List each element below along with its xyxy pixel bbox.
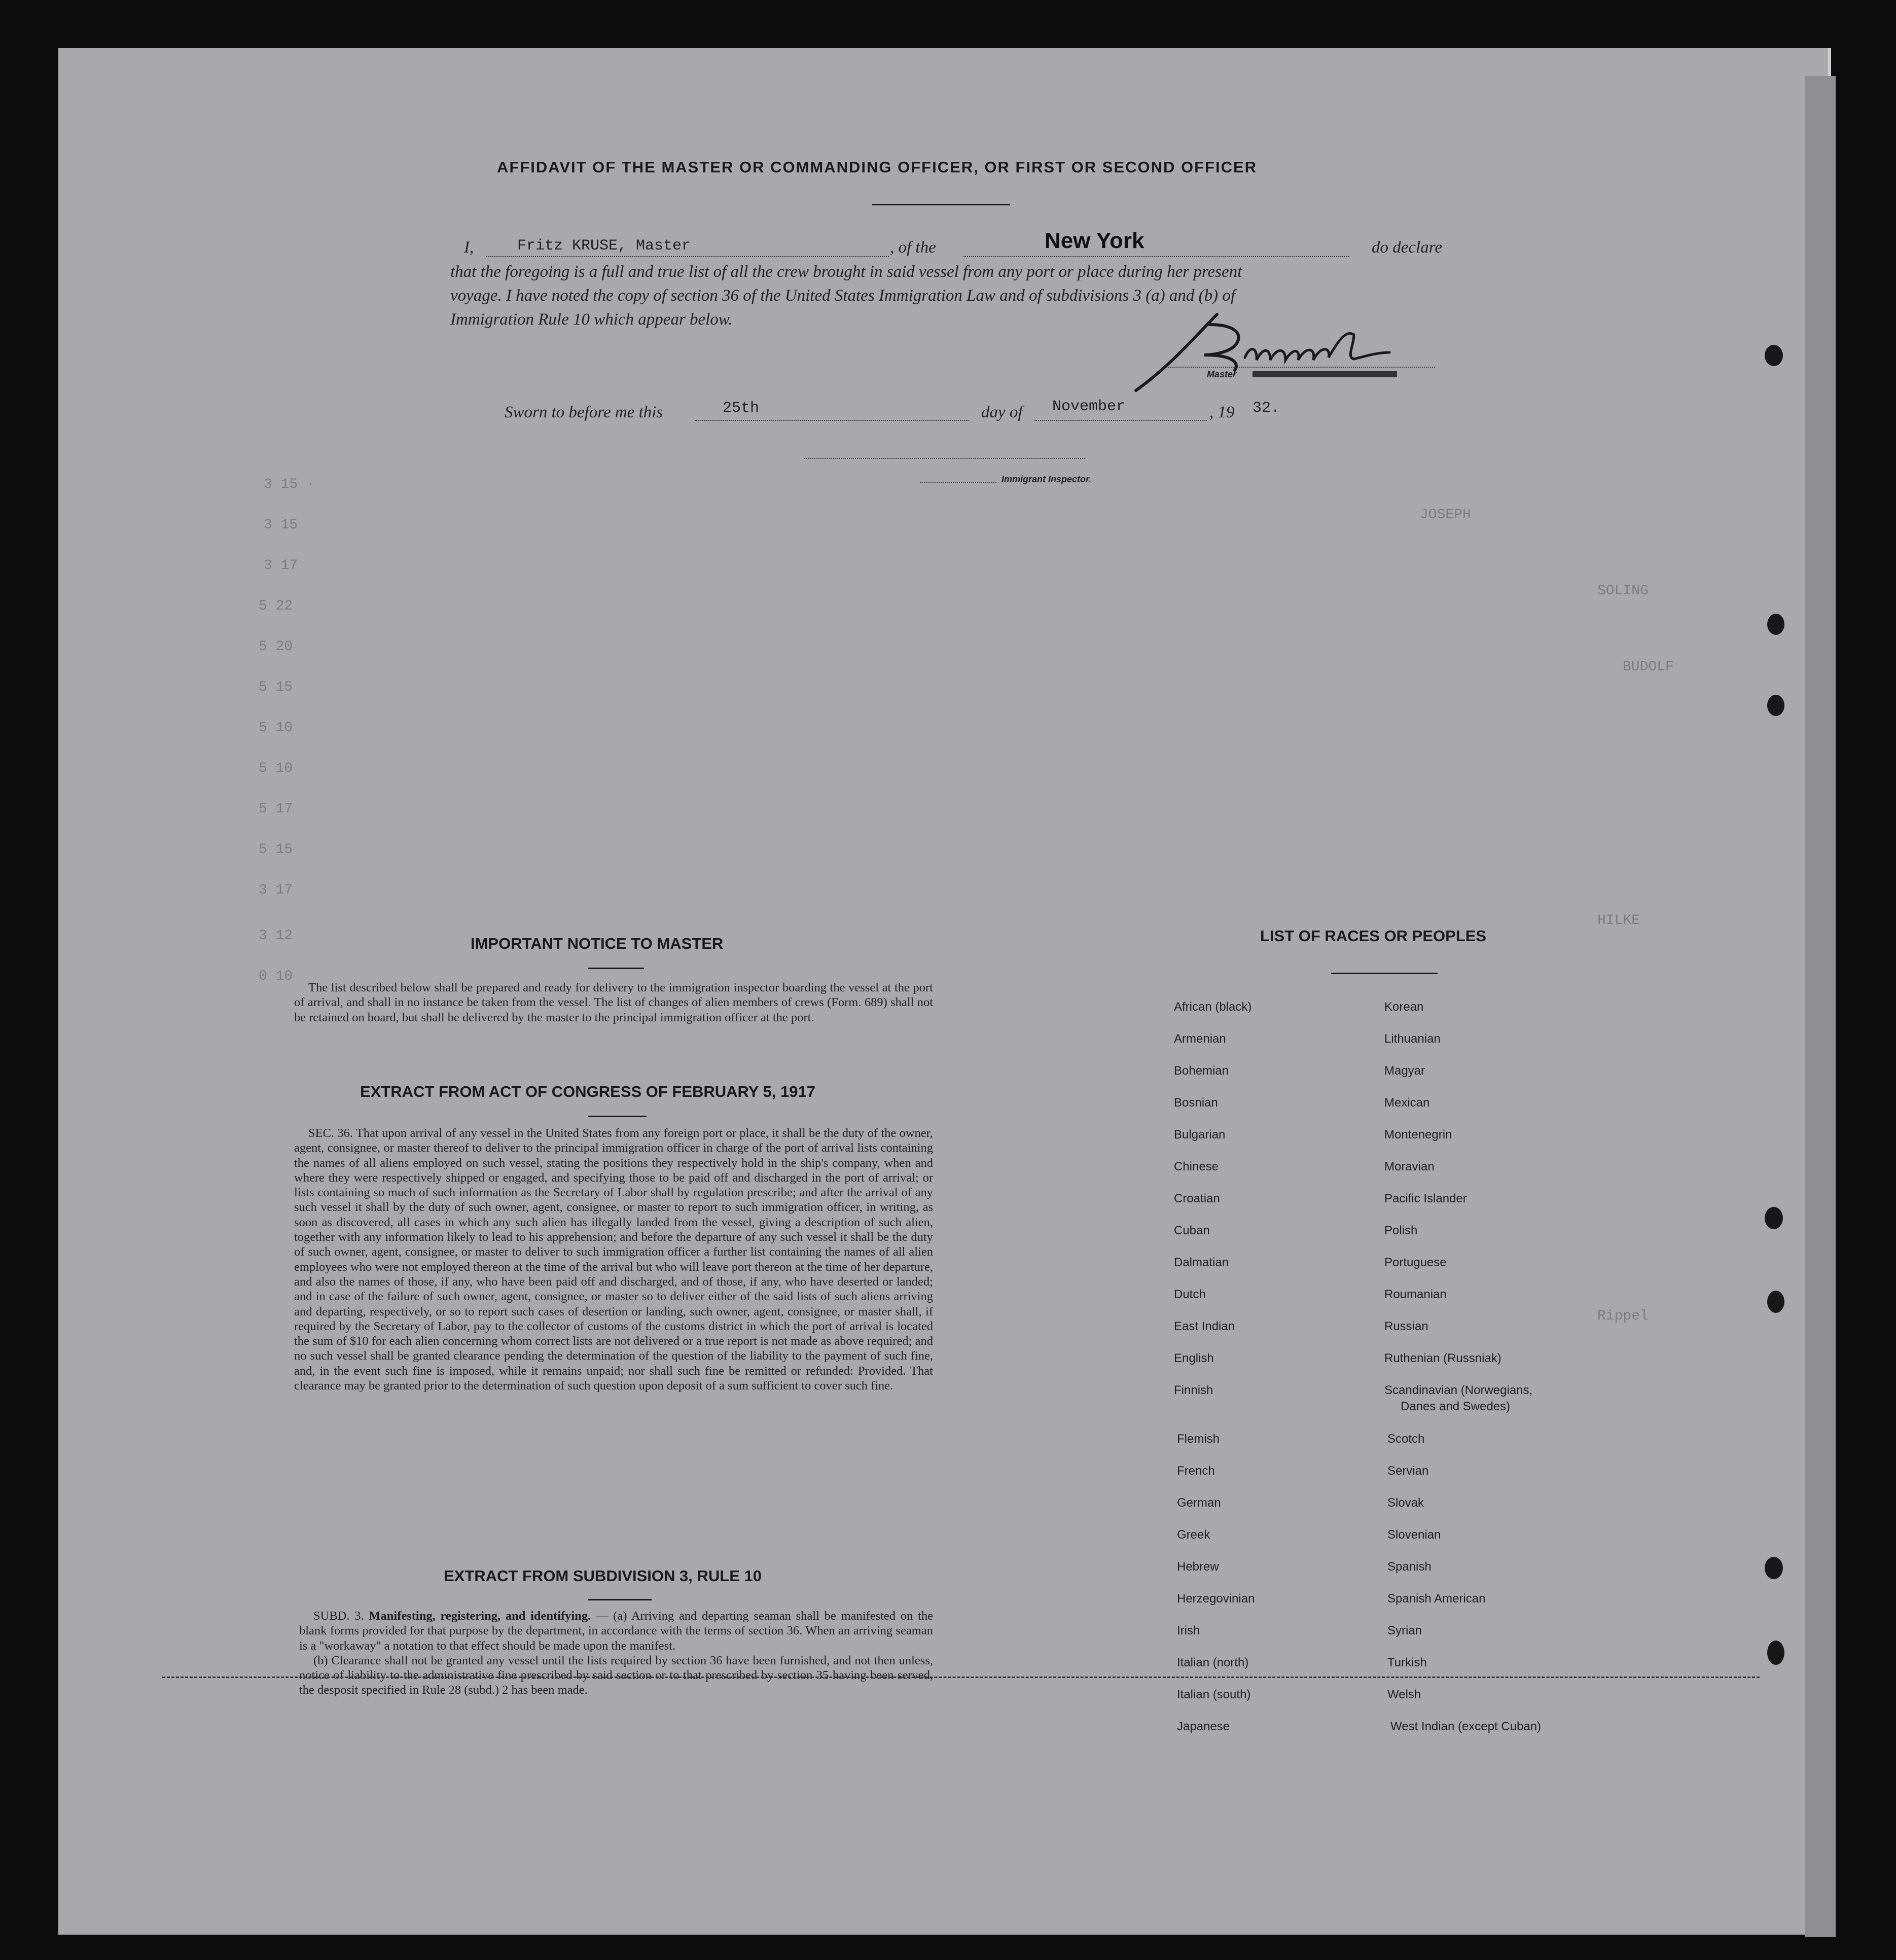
race-item: Montenegrin: [1384, 1128, 1452, 1142]
race-item: Russian: [1384, 1320, 1428, 1333]
race-item: Spanish: [1387, 1560, 1432, 1574]
race-item: Roumanian: [1384, 1288, 1447, 1301]
sworn-prefix: Sworn to before me this: [505, 403, 663, 421]
binder-hole: [1767, 1641, 1784, 1665]
race-item: Slovak: [1387, 1496, 1424, 1510]
race-item: African (black): [1174, 1000, 1252, 1014]
race-item: Herzegovinian: [1177, 1592, 1255, 1606]
vessel-name: New York: [1045, 228, 1144, 253]
race-item: Armenian: [1174, 1032, 1226, 1046]
race-item: Scotch: [1387, 1432, 1425, 1446]
rule-a-lead: SUBD. 3.: [313, 1609, 364, 1623]
race-item: Welsh: [1387, 1688, 1421, 1701]
race-item: Greek: [1177, 1528, 1210, 1542]
vessel-fill-line: [963, 256, 1349, 257]
day-fill-line: [695, 420, 969, 421]
month-fill-line: [1034, 420, 1207, 421]
affidavit-line-3: Immigration Rule 10 which appear below.: [450, 310, 733, 329]
rule-text: [299, 1609, 933, 1698]
rule-paragraph-a: [299, 1609, 933, 1653]
act-text: [294, 1126, 933, 1393]
race-item: Dutch: [1174, 1288, 1206, 1301]
binder-hole: [1765, 1207, 1783, 1229]
rule-underline: [588, 1599, 652, 1600]
race-item: Bosnian: [1174, 1096, 1218, 1110]
inspector-fill-line: [804, 458, 1085, 459]
race-item: Pacific Islander: [1384, 1192, 1467, 1205]
of-the-label: , of the: [890, 238, 936, 257]
race-item: Moravian: [1384, 1160, 1435, 1173]
race-item: Spanish American: [1387, 1592, 1486, 1606]
affidavit-prefix: I,: [464, 238, 474, 257]
name-fill-line: [486, 256, 889, 257]
binder-hole: [1765, 345, 1783, 366]
dashed-line: [162, 1677, 1760, 1678]
races-heading: LIST OF RACES OR PEOPLES: [1260, 927, 1487, 945]
race-item: Polish: [1384, 1224, 1418, 1237]
do-declare-label: do declare: [1372, 238, 1442, 257]
title-underline: [872, 204, 1010, 205]
race-item: German: [1177, 1496, 1221, 1510]
master-signature: [1116, 304, 1430, 396]
race-item: Slovenian: [1387, 1528, 1441, 1542]
affidavit-line-2: voyage. I have noted the copy of section 36 of the United States Immigration Law and of subdivisions 3 (a) and (b) of: [450, 287, 1236, 305]
race-item: Flemish: [1177, 1432, 1220, 1446]
sworn-day: 25th: [723, 400, 760, 417]
notice-paragraph: The list described below shall be prepared and ready for delivery to the immigration inspector boarding the vessel at the port of arrival, and shall in no instance be taken from the vessel. The list of changes of alien members of crews (Form. 689) shall not be retained on board, but shall be delivered by the master to the principal immigration officer at the port.: [294, 981, 933, 1024]
binder-hole: [1767, 614, 1784, 635]
signature-line: [1166, 367, 1435, 368]
affidavit-line-1: that the foregoing is a full and true list of all the crew brought in said vessel from any port or place during her present: [450, 263, 1242, 281]
act-heading: EXTRACT FROM ACT OF CONGRESS OF FEBRUARY 5, 1917: [360, 1083, 815, 1100]
race-item: Chinese: [1174, 1160, 1219, 1173]
master-caption: Master: [1207, 369, 1237, 379]
race-item: Scandinavian (Norwegians,: [1384, 1383, 1533, 1397]
race-item: Bulgarian: [1174, 1128, 1226, 1142]
master-name: Fritz KRUSE, Master: [517, 237, 691, 255]
race-item: Italian (north): [1177, 1656, 1249, 1669]
notice-underline: [588, 968, 644, 969]
year-prefix: , 19: [1209, 403, 1235, 421]
sworn-month: November: [1052, 398, 1126, 415]
race-item: Japanese: [1177, 1720, 1230, 1733]
race-item: Italian (south): [1177, 1688, 1251, 1701]
race-item: Lithuanian: [1384, 1032, 1441, 1046]
act-paragraph: SEC. 36. That upon arrival of any vessel in the United States from any foreign port or place, it shall be the duty of the owner, agent, consignee, or master thereof to deliver to the principal immigration officer in charge of the port of arrival lists containing the names of all aliens employed on such vessel, stating the positions they respectively hold in the ship's company, when and where they were respectively shipped or engaged, and specifying those to be paid off and discharged in the port of arrival; or lists containing so much of such information as the Secretary of Labor shall by regulation prescribe; and after the arrival of any such vessel it shall by the duty of such owner, agent, consignee, or master to report to such immigration officer, in writing, as soon as discovered, all cases in which any such alien has illegally landed from the vessel, giving a description of such alien, together with any information likely to lead to his apprehension; and before the departure of any such vessel it shall be the duty of such owner, agent, consignee, or master to deliver to such immigration officer a further list containing the names of all alien employees who were not employed thereon at the time of the arrival but who will leave port thereon at the time of her departure, and also the names of those, if any, who have been paid off and discharged, and of those, if any, who have deserted or landed; and in case of the failure of such owner, agent, consignee, or master so to deliver either of the said lists of such aliens arriving and departing, respectively, or so to report such cases of desertion or landing, such owner, agent, consignee, or master shall, if required by the Secretary of Labor, pay to the collector of customs of the customs district in which the port of arrival is located the sum of $10 for each alien concerning whom correct lists are not delivered or a true report is not made as above required; and no such vessel shall be granted clearance pending the determination of the question of the liability to the payment of such fine, and, in the event such fine is imposed, while it remains unpaid; nor shall such fine be remitted or refunded: Provided. That clearance may be granted prior to the determination of such question upon deposit of a sum sufficient to cover such fine.: [294, 1126, 933, 1393]
race-item: Finnish: [1174, 1383, 1213, 1397]
race-item: Dalmatian: [1174, 1256, 1229, 1269]
race-item: East Indian: [1174, 1320, 1235, 1333]
race-item: Danes and Swedes): [1401, 1400, 1511, 1413]
binder-hole: [1765, 1557, 1783, 1579]
race-item: Magyar: [1384, 1064, 1425, 1078]
race-item: Portuguese: [1384, 1256, 1447, 1269]
race-item: Korean: [1384, 1000, 1424, 1014]
rule-a-text: — (a) Arriving and departing seaman shall be manifested on the blank forms provided for that purpose by the department, in accordance with the terms of section 36. When an arriving seaman is a "workaway" a notation to that effect should be made upon the manifest.: [299, 1609, 934, 1653]
race-item: Turkish: [1387, 1656, 1427, 1669]
race-item: Irish: [1177, 1624, 1200, 1637]
rule-a-bold: Manifesting, registering, and identifying.: [369, 1609, 591, 1623]
race-item: French: [1177, 1464, 1215, 1478]
race-item: Servian: [1387, 1464, 1429, 1478]
rule-paragraph-b: (b) Clearance shall not be granted any vessel until the lists required by section 36 have been furnished, and not then unless, notice of liability to the administrative fine prescribed by said section or to that prescribed by section 35 having been served, the desposit specified in Rule 28 (subd.) 2 has been made.: [299, 1653, 933, 1697]
race-item: Mexican: [1384, 1096, 1430, 1110]
sheet-edge: [1805, 76, 1836, 1937]
notice-heading: IMPORTANT NOTICE TO MASTER: [471, 935, 724, 952]
notice-text: [294, 980, 933, 1025]
race-item: Hebrew: [1177, 1560, 1219, 1574]
inspector-caption: Immigrant Inspector.: [1001, 474, 1092, 484]
binder-hole: [1767, 1291, 1784, 1313]
struck-out-text: [1253, 371, 1397, 377]
day-of-label: day of: [981, 403, 1023, 421]
race-item: Syrian: [1387, 1624, 1422, 1637]
binder-hole: [1767, 695, 1784, 716]
race-item: West Indian (except Cuban): [1390, 1720, 1542, 1733]
inspector-sign-line: [920, 482, 996, 483]
race-item: Bohemian: [1174, 1064, 1229, 1078]
race-item: English: [1174, 1351, 1214, 1365]
race-item: Cuban: [1174, 1224, 1210, 1237]
races-underline: [1331, 973, 1438, 974]
rule-heading: EXTRACT FROM SUBDIVISION 3, RULE 10: [444, 1567, 762, 1585]
sworn-year: 32.: [1253, 400, 1280, 417]
affidavit-title: AFFIDAVIT OF THE MASTER OR COMMANDING OFFICER, OR FIRST OR SECOND OFFICER: [497, 158, 1258, 176]
race-item: Croatian: [1174, 1192, 1220, 1205]
race-item: Ruthenian (Russniak): [1384, 1351, 1501, 1365]
act-underline: [588, 1116, 647, 1117]
